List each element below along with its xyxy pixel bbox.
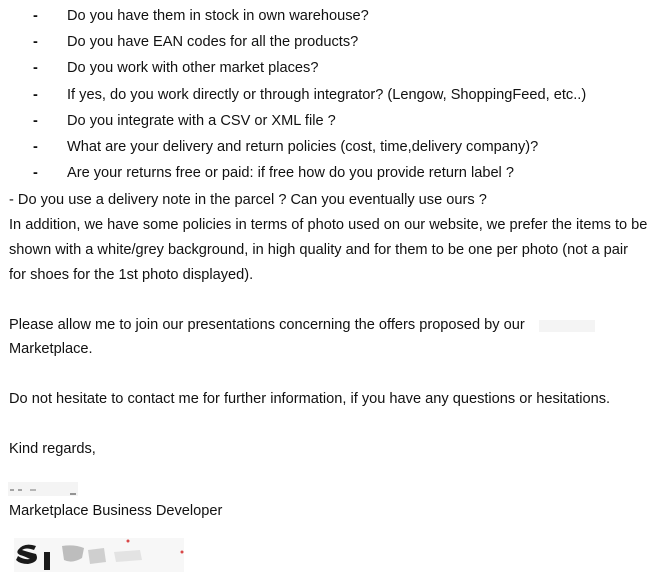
- redacted-name-marks: [8, 482, 78, 496]
- policy-line: shown with a white/grey background, in high quality and for them to be one per photo (not a pair: [9, 242, 628, 258]
- presentation-line: Marketplace.: [9, 341, 93, 357]
- question-text: What are your delivery and return policies (cost, time,delivery company)?: [67, 138, 539, 155]
- redacted-signature-name: [8, 482, 78, 496]
- list-item: [0, 136, 670, 162]
- presentation-line: Please allow me to join our presentations concerning the offers proposed by our: [9, 317, 525, 333]
- signature-title: Marketplace Business Developer: [9, 503, 223, 519]
- bullet-dash: -: [33, 34, 38, 51]
- bullet-dash: -: [33, 138, 38, 155]
- closing-line: Kind regards,: [9, 441, 96, 457]
- bullet-dash: -: [33, 112, 38, 129]
- list-item: [0, 57, 670, 83]
- extra-question: - Do you use a delivery note in the parcel ? Can you eventually use ours ?: [9, 192, 487, 208]
- list-item: [0, 84, 670, 110]
- question-text: Do you work with other market places?: [67, 60, 319, 77]
- question-text: Do you have them in stock in own warehouse?: [67, 8, 369, 24]
- policy-line: In addition, we have some policies in terms of photo used on our website, we prefer the items to be: [9, 217, 648, 233]
- contact-line: Do not hesitate to contact me for further information, if you have any questions or hesitations.: [9, 391, 611, 407]
- question-text: Do you have EAN codes for all the products?: [67, 34, 359, 51]
- policy-line: for shoes for the 1st photo displayed).: [9, 267, 254, 283]
- list-item: [0, 110, 670, 136]
- redacted-company-name: [539, 320, 595, 332]
- list-item: [0, 31, 670, 57]
- bullet-dash: -: [33, 86, 38, 103]
- bullet-dash: -: [33, 165, 38, 182]
- question-list: [0, 5, 670, 188]
- question-text: Are your returns free or paid: if free how do you provide return label ?: [67, 165, 514, 182]
- question-text: If yes, do you work directly or through integrator? (Lengow, ShoppingFeed, etc..): [67, 86, 587, 103]
- list-item: [0, 162, 670, 188]
- question-text: Do you integrate with a CSV or XML file ?: [67, 112, 336, 129]
- company-logo: [14, 538, 184, 572]
- list-item: [0, 5, 670, 31]
- bullet-dash: -: [33, 8, 38, 24]
- bullet-dash: -: [33, 60, 38, 77]
